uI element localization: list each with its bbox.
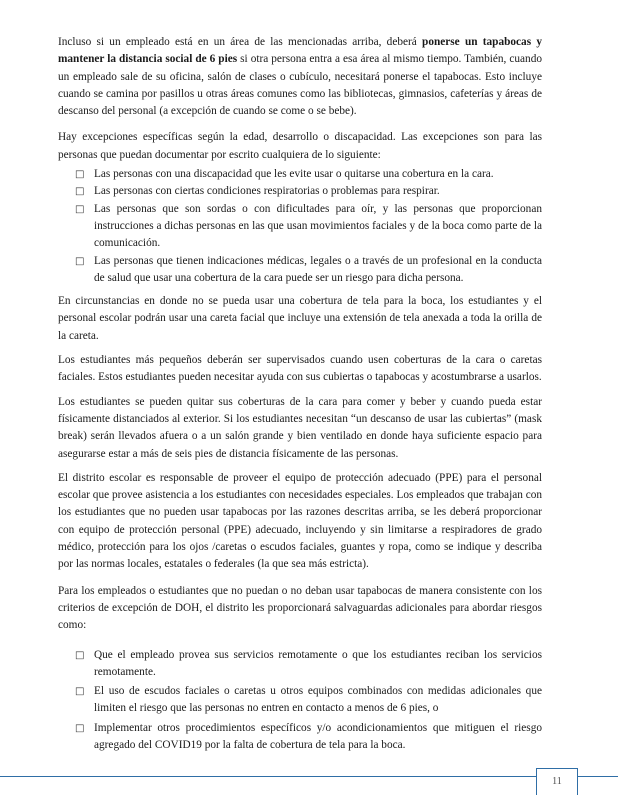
checkbox-bullet-icon: □ — [75, 203, 85, 215]
paragraph-face-shield: En circunstancias en donde no se pueda usar una cobertura de tela para la boca, los estudiantes y el personal escolar podrán usar una careta facial que incluye una extensión de tela anexada a toda la orilla de la careta. — [58, 295, 542, 342]
list-item — [58, 166, 542, 183]
checkbox-bullet-icon: □ — [75, 722, 85, 734]
list-item-text: Las personas con una discapacidad que les evite usar o quitarse una cobertura en la cara. — [94, 168, 494, 181]
document-body — [58, 34, 542, 760]
safeguards-list — [58, 647, 542, 755]
checkbox-bullet-icon: □ — [75, 186, 85, 198]
paragraph-text: Incluso si un empleado está en un área de las mencionadas arriba, deberá — [58, 36, 423, 48]
page-number-box — [536, 768, 578, 795]
footer-rule — [0, 776, 618, 777]
list-item-text: Las personas con ciertas condiciones respiratorias o problemas para respirar. — [94, 185, 440, 198]
list-item — [58, 183, 542, 200]
paragraph-young-students: Los estudiantes más pequeños deberán ser supervisados cuando usen coberturas de la cara o caretas faciales. Estos estudiantes pueden necesitar ayuda con sus cubiertas o tapabocas y acostumbrarse a usarlos. — [58, 354, 542, 384]
list-item-text: Las personas que son sordas o con dificultades para oír, y las personas que proporcionan instrucciones a dichas personas en las que usan movimientos faciales y de la boca como parte de la comunicación. — [94, 202, 542, 250]
list-item — [58, 683, 542, 718]
exceptions-list — [58, 166, 542, 287]
checkbox-bullet-icon: □ — [75, 169, 85, 181]
checkbox-bullet-icon: □ — [75, 686, 85, 698]
paragraph-ppe: El distrito escolar es responsable de proveer el equipo de protección adecuado (PPE) para el personal escolar que provee asistencia a los estudiantes con necesidades especiales. Los empleados que trabajan con los estudiantes que no pueden usar tapabocas por las razones descritas arriba, se les deberá proporcionar con equipo de protección personal (PPE) adecuado, incluyendo y sin limitarse a respiradores de grado médico, protección para los ojos /caretas o escudos faciales, guantes y ropa, como se indique y describa por las normas locales, estatales o federales (la que sea más estricta). — [58, 471, 543, 571]
paragraph-exceptions-intro: Hay excepciones específicas según la edad, desarrollo o discapacidad. Las excepciones son para las personas que puedan documentar por escrito cualquiera de lo siguiente: — [58, 131, 542, 161]
list-item-text: Que el empleado provea sus servicios remotamente o que los estudiantes reciban los servicios remotamente. — [94, 648, 542, 678]
checkbox-bullet-icon: □ — [75, 649, 85, 661]
list-item — [58, 253, 542, 288]
list-item — [58, 201, 542, 253]
paragraph-mask-common-areas — [58, 34, 542, 120]
list-item-text: El uso de escudos faciales o caretas u otros equipos combinados con medidas adicionales que limiten el riesgo que las personas no entren en contacto a menos de 6 pies, o — [94, 685, 542, 715]
list-item — [58, 647, 542, 682]
bold-emphasis: ponerse un tapabocas y mantener la distancia social de 6 pies — [58, 36, 542, 66]
paragraph-safeguards-intro: Para los empleados o estudiantes que no puedan o no deban usar tapabocas de manera consistente con los criterios de excepción de DOH, el distrito les proporcionará salvaguardas adicionales para abordar riesgos como: — [58, 584, 542, 632]
list-item — [58, 720, 542, 755]
paragraph-text: si otra persona entra a esa área al mismo tiempo. También, cuando un empleado sale de su oficina, salón de clases o cubículo, necesitará ponerse el tapabocas. Esto incluye cuando se camina por pasillos u otras áreas comunes como las bibliotecas, gimnasios, cafeterías y áreas de descanso del personal (a excepción de cuando se come o se bebe). — [58, 53, 543, 118]
paragraph-mask-break: Los estudiantes se pueden quitar sus coberturas de la cara para comer y beber y cuando pueda estar físicamente distanciados al exterior. Si los estudiantes necesitan “un descanso de usar las cubiertas” (mask break) serán llevados afuera o a un salón grande y bien ventilado en donde haya suficiente espacio para asegurarse estar a más de seis pies de distancia físicamente de las personas. — [58, 395, 542, 460]
list-item-text: Implementar otros procedimientos específicos y/o acondicionamientos que mitiguen el riesgo agregado del COVID19 por la falta de cobertura de tela para la boca. — [94, 721, 542, 751]
page-number: 11 — [552, 776, 562, 787]
list-item-text: Las personas que tienen indicaciones médicas, legales o a través de un profesional en la conducta de salud que usar una cobertura de la cara puede ser un riesgo para dicha persona. — [94, 254, 542, 284]
checkbox-bullet-icon: □ — [75, 255, 85, 267]
